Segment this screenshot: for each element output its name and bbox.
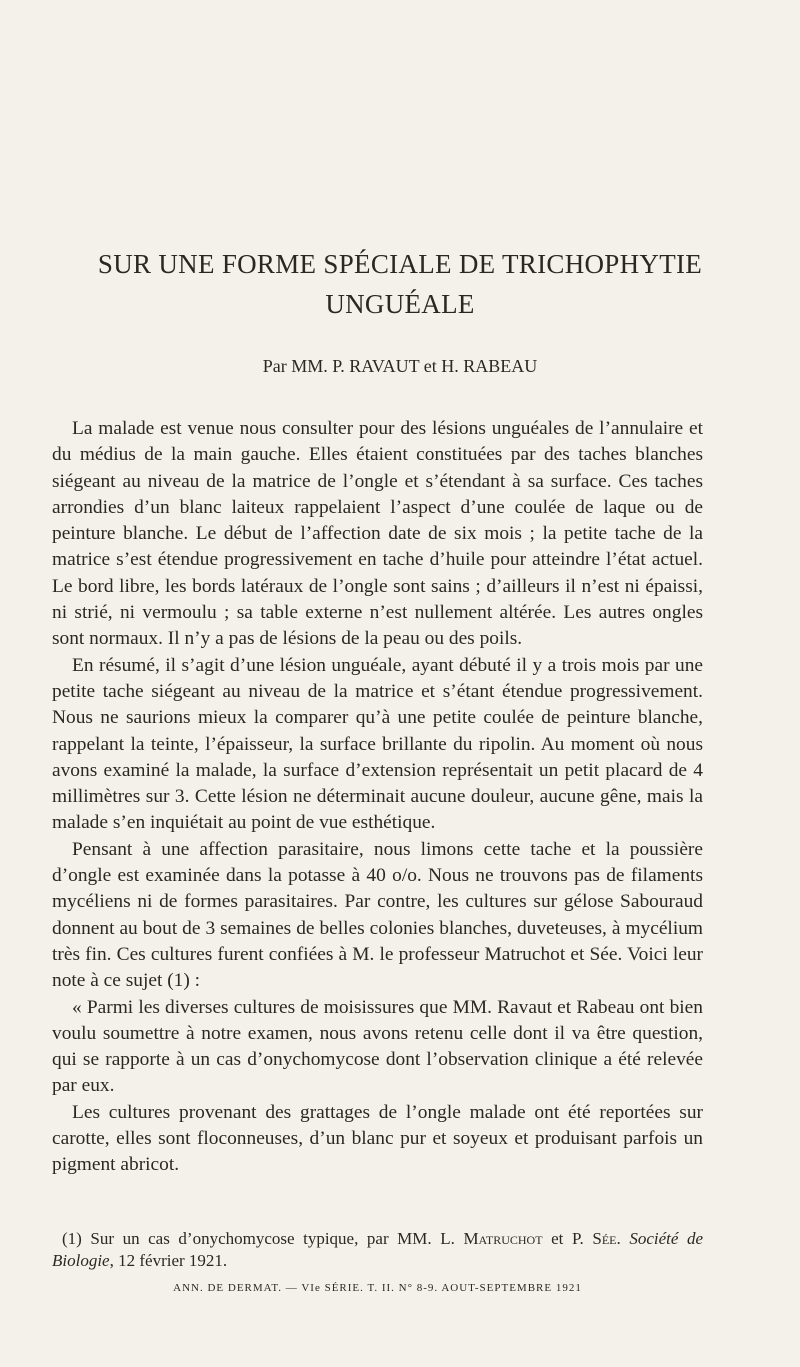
article-title: SUR UNE FORME SPÉCIALE DE TRICHOPHYTIE UNGUÉALE <box>97 249 703 319</box>
footnote-part-2: et P. <box>542 1229 593 1248</box>
footnote-date: , 12 février 1921. <box>109 1251 228 1270</box>
running-footer: ANN. DE DERMAT. — VIe SÉRIE. T. II. N° 8-9. AOUT-SEPTEMBRE 1921 <box>173 1282 582 1294</box>
paragraph-1: La malade est venue nous consulter pour des lésions unguéales de l’annulaire et du médius de la main gauche. Elles étaient constituées par des taches blanches siégeant au niveau de la matrice de l’ongle et s’étendant à sa surface. Ces taches arrondies d’un blanc laiteux rappelaient l’aspect d’une coulée de laque ou de peinture blanche. Le début de l’affection date de six mois ; la petite tache de la matrice s’est étendue progressivement en tache d’huile pour atteindre l’état actuel. Le bord libre, les bords latéraux de l’ongle sont sains ; d’ailleurs il n’est ni épaissi, ni strié, ni vermoulu ; sa table externe n’est nullement altérée. Les autres ongles sont normaux. Il n’y a pas de lésions de la peau ou des poils. <box>52 418 703 650</box>
paragraph-2: En résumé, il s’agit d’une lésion unguéale, ayant débuté il y a trois mois par une petite tache siégeant au niveau de la matrice et s’étant étendue progressivement. Nous ne saurions mieux la comparer qu’à une petite coulée de peinture blanche, rappelant la teinte, l’épaisseur, la surface brillante du ripolin. Au moment où nous avons examiné la malade, la surface d’extension représentait un petit placard de 4 millimètres sur 3. Cette lésion ne déterminait aucune douleur, aucune gêne, mais la malade s’en inquiétait au point de vue esthétique. <box>52 654 703 834</box>
authors-line: Par MM. P. RAVAUT et H. RABEAU <box>262 356 538 376</box>
paragraph-3: Pensant à une affection parasitaire, nous limons cette tache et la poussière d’ongle est examinée dans la potasse à 40 o/o. Nous ne trouvons pas de filaments mycéliens ni de formes parasitaires. Par contre, les cultures sur gélose Sabouraud donnent au bout de 3 semaines de belles colonies blanches, duveteuses, à mycélium très fin. Ces cultures furent confiées à M. le professeur Matruchot et Sée. Voici leur note à ce sujet (1) : <box>52 838 703 992</box>
footnote <box>52 1228 703 1272</box>
article-body <box>52 416 703 1179</box>
footnote-text <box>52 1228 703 1272</box>
footnote-part-1: (1) Sur un cas d’onychomycose typique, par MM. L. <box>62 1229 464 1248</box>
paragraph-4: « Parmi les diverses cultures de moisissures que MM. Ravaut et Rabeau ont bien voulu soumettre à notre examen, nous avons retenu celle dont il va être question, qui se rapporte à un cas d’onychomycose dont l’observation clinique a été relevée par eux. <box>52 996 703 1097</box>
footnote-name-1: Matruchot <box>463 1229 543 1248</box>
footnote-journal: Société de Biologie <box>52 1229 704 1270</box>
paragraph-5: Les cultures provenant des grattages de l’ongle malade ont été reportées sur carotte, elles sont floconneuses, d’un blanc pur et soyeux et produisant parfois un pigment abricot. <box>52 1101 703 1176</box>
footnote-name-2: Sée <box>592 1229 617 1248</box>
footnote-part-3: . <box>616 1229 621 1248</box>
